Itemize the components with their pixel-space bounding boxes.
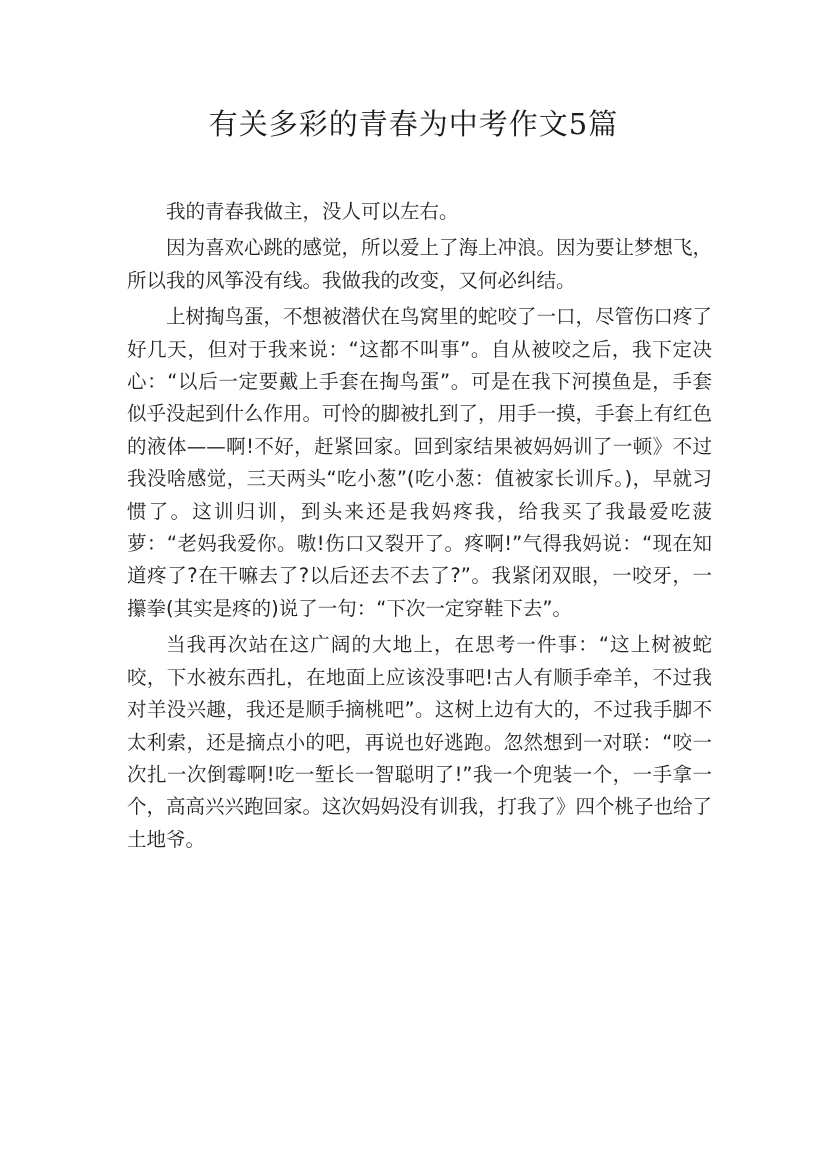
document-body bbox=[127, 196, 712, 860]
paragraph-2: 因为喜欢心跳的感觉，所以爱上了海上冲浪。因为要让梦想飞，所以我的风筝没有线。我做我的改变，又何必纠结。 bbox=[127, 236, 713, 292]
paragraph-3: 上树掏鸟蛋，不想被潜伏在鸟窝里的蛇咬了一口，尽管伤口疼了好几天，但对于我来说：“这都不叫事”。自从被咬之后，我下定决心：“以后一定要戴上手套在掏鸟蛋”。可是在我下河摸鱼是，手套似乎没起到什么作用。可怜的脚被扎到了，用手一摸，手套上有红色的液体——啊!不好，赶紧回家。回到家结果被妈妈训了一顿》不过我没啥感觉，三天两头“吃小葱”(吃小葱：值被家长训斥。)，早就习惯了。这训归训，到头来还是我妈疼我，给我买了我最爱吃菠萝：“老妈我爱你。嗷!伤口又裂开了。疼啊!”气得我妈说：“现在知道疼了?在干嘛去了?以后还去不去了?”。我紧闭双眼，一咬牙，一攥拳(其实是疼的)说了一句：“下次一定穿鞋下去”。 bbox=[127, 305, 713, 620]
paragraph-1: 我的青春我做主，没人可以左右。 bbox=[166, 200, 459, 223]
document-title: 有关多彩的青春为中考作文5篇 bbox=[208, 107, 619, 141]
paragraph-4: 当我再次站在这广阔的大地上，在思考一件事：“这上树被蛇咬，下水被东西扎，在地面上应该没事吧!古人有顺手牵羊，不过我对羊没兴趣，我还是顺手摘桃吧”。这树上边有大的，不过我手脚不太利索，还是摘点小的吧，再说也好逃跑。忽然想到一对联：“咬一次扎一次倒霉啊!吃一堑长一智聪明了!”我一个兜装一个，一手拿一个，高高兴兴跑回家。这次妈妈没有训我，打我了》四个桃子也给了土地爷。 bbox=[127, 633, 713, 851]
